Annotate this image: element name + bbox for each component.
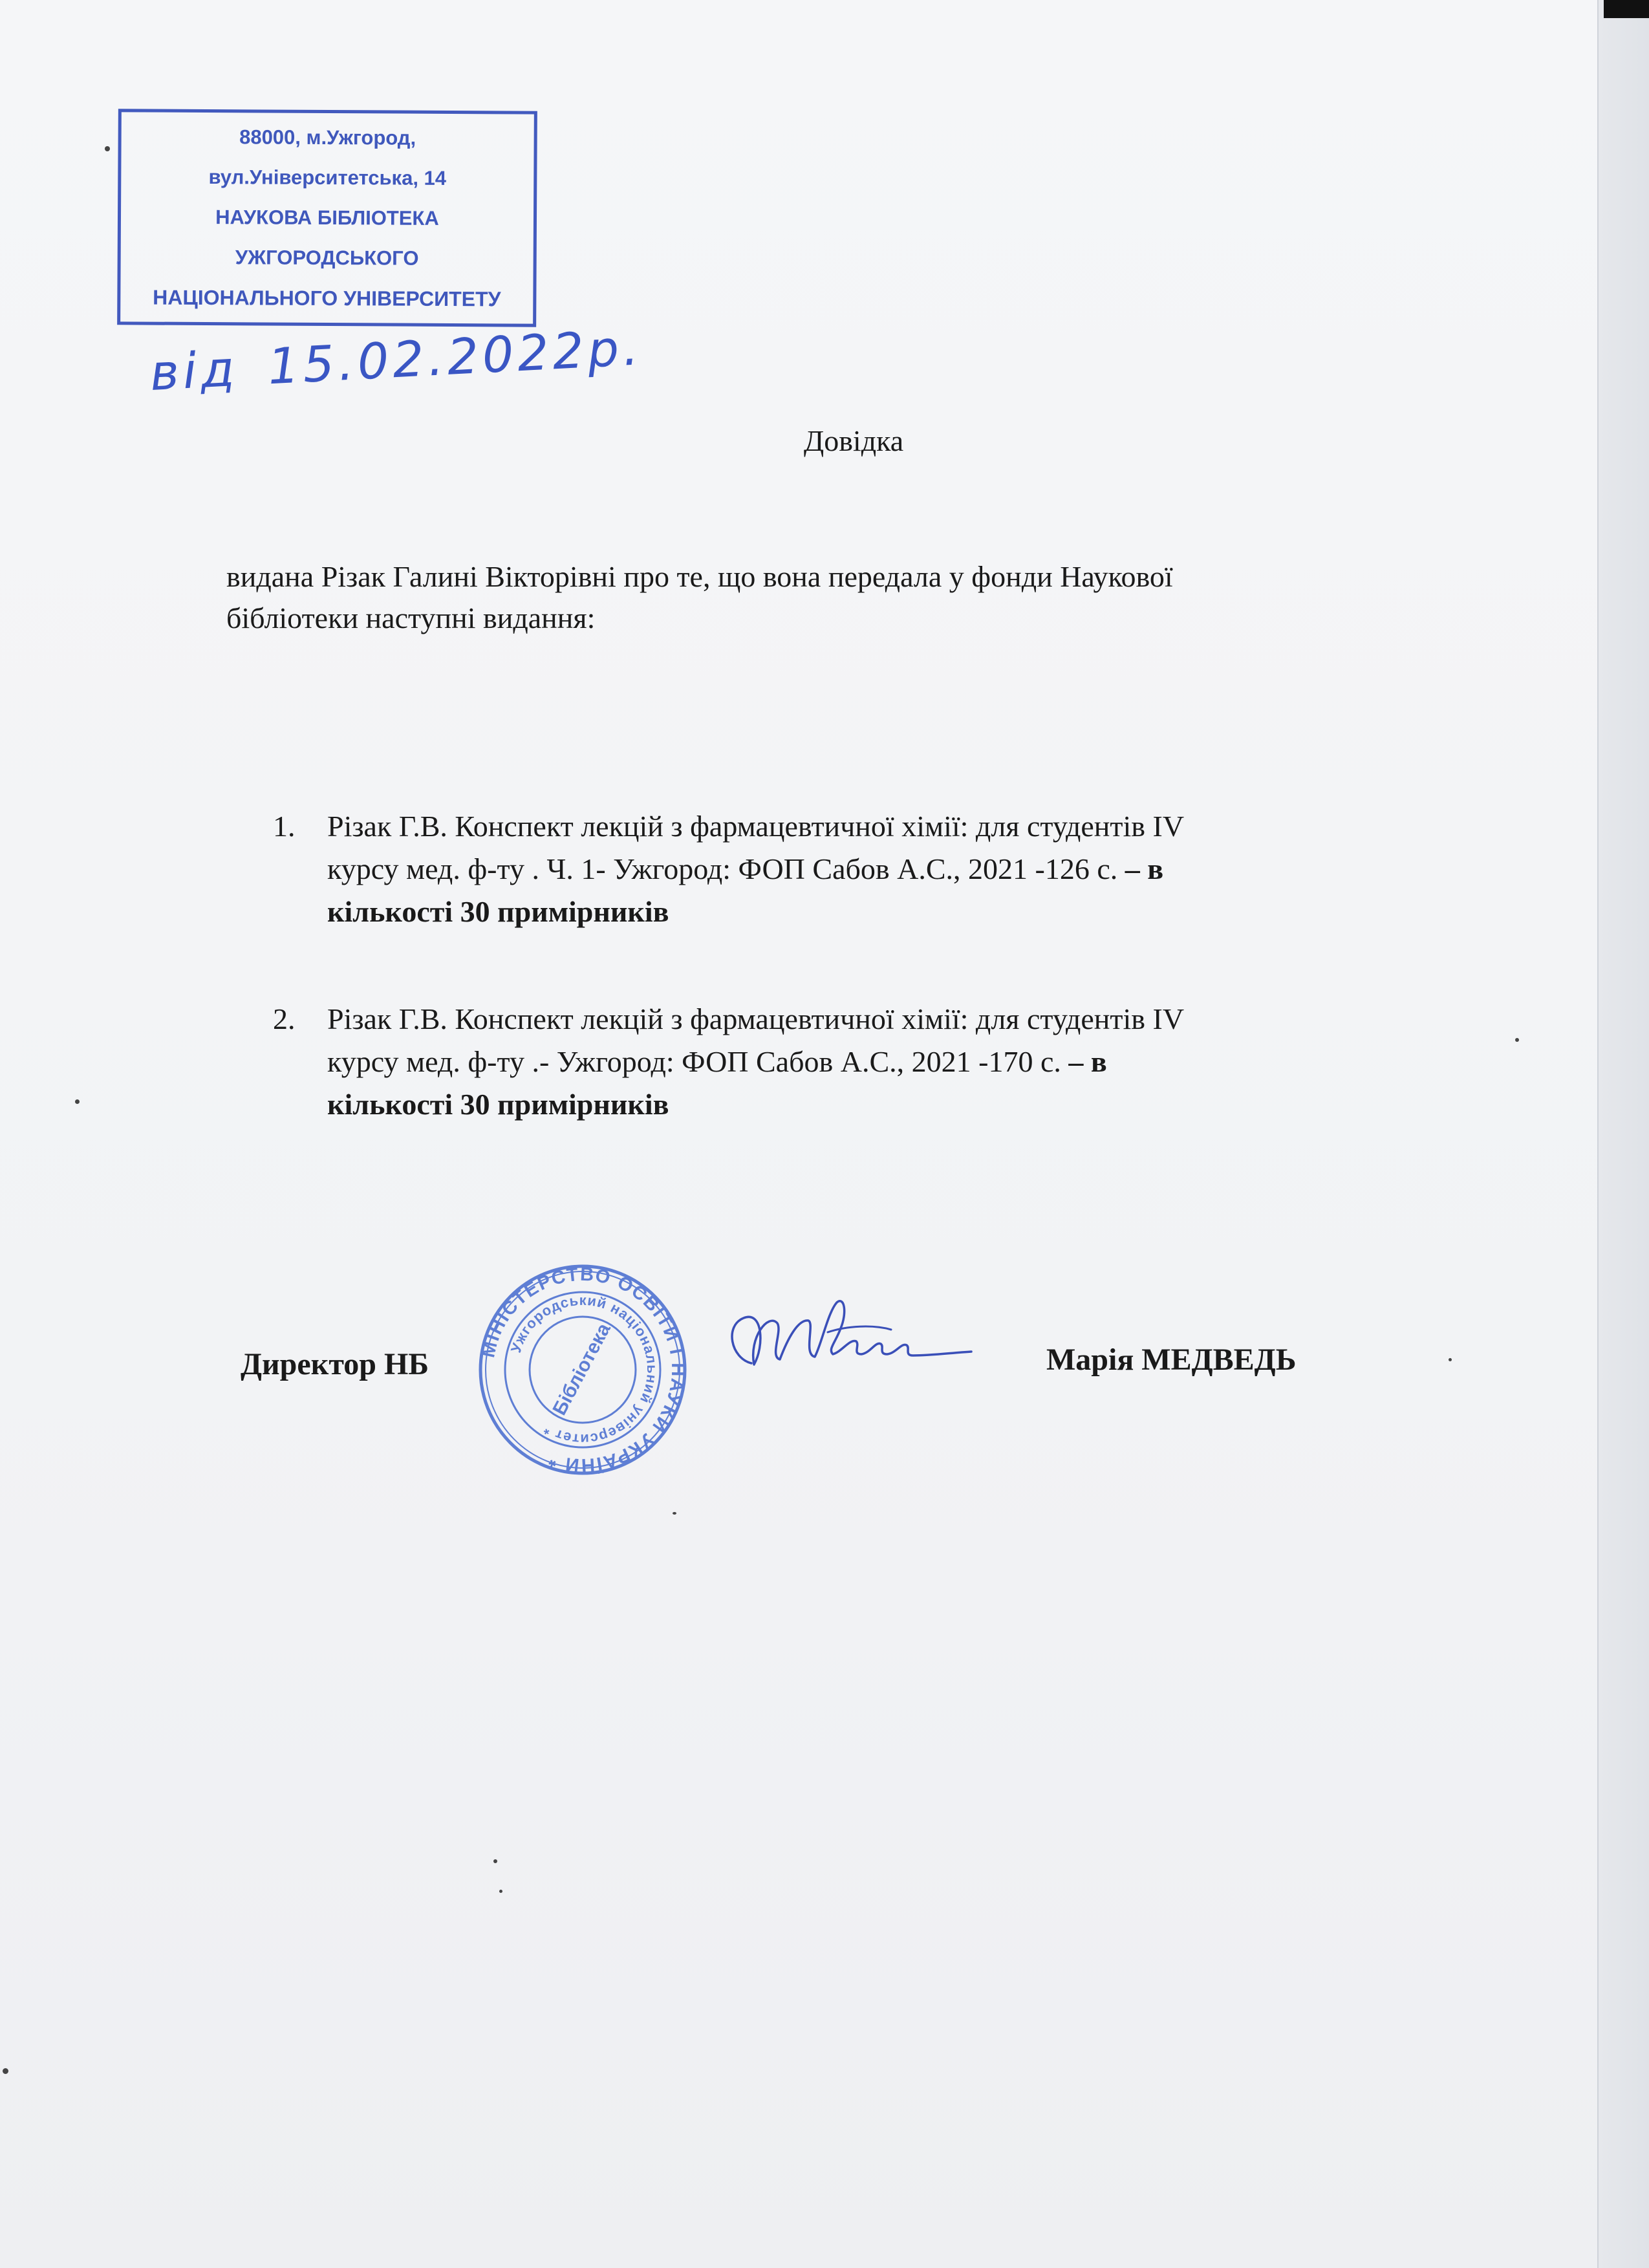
scan-speck xyxy=(493,1859,497,1863)
scan-speck xyxy=(673,1512,676,1515)
signature-stroke xyxy=(732,1301,971,1365)
signature-stroke-2 xyxy=(828,1326,891,1332)
list-item xyxy=(273,805,1469,933)
signer-role: Директор НБ xyxy=(241,1347,429,1381)
item-number: 2. xyxy=(273,1002,296,1035)
scan-speck xyxy=(105,146,110,151)
item-line-plain: курсу мед. ф-ту . Ч. 1- Ужгород: ФОП Сабов А.С., 2021 -126 с. xyxy=(327,852,1125,885)
list-item xyxy=(273,998,1469,1126)
stamp-line: УЖГОРОДСЬКОГО xyxy=(235,246,419,270)
item-line-plain: курсу мед. ф-ту .- Ужгород: ФОП Сабов А.С., 2021 -170 с. xyxy=(327,1045,1069,1078)
item-text xyxy=(327,805,1469,933)
scan-speck xyxy=(1515,1038,1519,1042)
intro-line: бібліотеки наступні видання: xyxy=(226,601,596,634)
stamp-line: 88000, м.Ужгород, xyxy=(239,125,416,149)
item-line-bold: – в xyxy=(1068,1045,1107,1078)
item-line-bold: – в xyxy=(1125,852,1164,885)
item-line xyxy=(327,848,1469,891)
intro-line: видана Різак Галині Вікторівні про те, що вона передала у фонди Наукової xyxy=(226,560,1173,593)
signer-name: Марія МЕДВЕДЬ xyxy=(1046,1343,1297,1377)
seal-inner-text: Ужгородський національний університет * xyxy=(507,1291,661,1448)
seal-outer-text: МІНІСТЕРСТВО ОСВІТИ І НАУКИ УКРАЇНИ * xyxy=(478,1264,689,1476)
scan-corner xyxy=(1604,0,1649,18)
scan-speck xyxy=(75,1099,80,1104)
item-text xyxy=(327,998,1469,1126)
item-line: Різак Г.В. Конспект лекцій з фармацевтичної хімії: для студентів IV xyxy=(327,810,1185,843)
item-line xyxy=(327,1083,1469,1126)
scan-speck xyxy=(1449,1358,1452,1361)
date-prefix: від xyxy=(148,339,240,402)
scan-speck xyxy=(3,2068,8,2074)
item-line: Різак Г.В. Конспект лекцій з фармацевтичної хімії: для студентів IV xyxy=(327,1002,1185,1035)
intro-paragraph xyxy=(226,556,1455,639)
seal-center-text: Бібліотека xyxy=(548,1319,615,1419)
stamp-line: вул.Університетська, 14 xyxy=(208,166,447,189)
address-stamp xyxy=(117,109,537,327)
handwritten-signature xyxy=(718,1287,976,1390)
item-quantity: кількості 30 примірників xyxy=(327,895,669,928)
publication-list xyxy=(273,805,1469,1191)
item-number: 1. xyxy=(273,810,296,843)
document-title: Довідка xyxy=(803,424,904,457)
scan-speck xyxy=(499,1890,502,1893)
official-seal xyxy=(476,1260,689,1480)
date-value: 15.02.2022р. xyxy=(266,318,644,396)
item-quantity: кількості 30 примірників xyxy=(327,1088,669,1121)
item-line xyxy=(327,891,1469,933)
item-line xyxy=(327,1041,1469,1083)
page-edge xyxy=(1597,0,1649,2268)
stamp-line: НАУКОВА БІБЛІОТЕКА xyxy=(215,206,439,230)
stamp-line: НАЦІОНАЛЬНОГО УНІВЕРСИТЕТУ xyxy=(153,285,501,311)
